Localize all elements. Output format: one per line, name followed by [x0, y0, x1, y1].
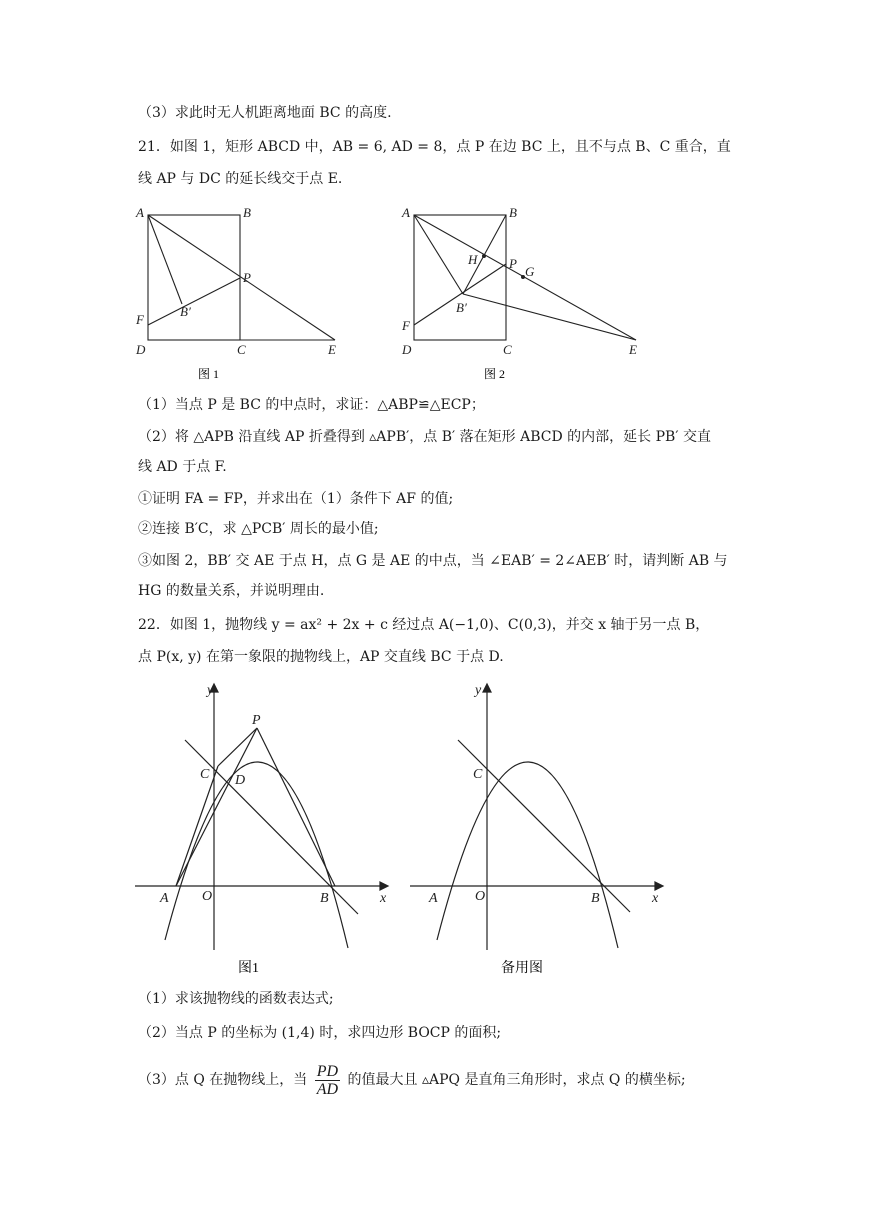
label-P: P — [252, 713, 261, 728]
figure-21-1 — [130, 200, 350, 390]
q22-part3-prefix: （3）点 Q 在抛物线上，当 — [138, 1072, 308, 1088]
figure-1-caption: 图 1 — [198, 367, 220, 381]
label-x: x — [380, 891, 387, 906]
q22-part3-suffix: 的值最大且 ▵APQ 是直角三角形时，求点 Q 的横坐标; — [347, 1072, 686, 1088]
figure-3-caption: 图1 — [238, 961, 259, 976]
label-D: D — [235, 773, 246, 788]
fraction-numerator: PD — [316, 1062, 339, 1080]
q21-part2-sub3-line2: HG 的数量关系，并说明理由. — [138, 583, 325, 599]
q21-part2-line2: 线 AD 于点 F. — [138, 459, 227, 475]
label-C: C — [473, 767, 483, 782]
q21-part2-sub3-line1: ③如图 2，BB′ 交 AE 于点 H，点 G 是 AE 的中点，当 ∠EAB′ = 2∠AEB′ 时，请判断 AB 与 — [138, 553, 728, 569]
q21-stem-line2: 线 AP 与 DC 的延长线交于点 E. — [138, 171, 343, 187]
fraction-denominator: AD — [316, 1080, 339, 1098]
label-A: A — [160, 891, 169, 906]
label-D: D — [402, 342, 412, 357]
figure-22-1 — [130, 680, 395, 980]
label-A: A — [402, 205, 410, 220]
figure-4-caption: 备用图 — [501, 961, 543, 976]
label-B: B — [320, 891, 329, 906]
label-D: D — [136, 342, 146, 357]
label-O: O — [475, 889, 486, 904]
label-A: A — [136, 205, 144, 220]
label-E: E — [629, 342, 637, 357]
label-C: C — [503, 342, 512, 357]
figure-21-2 — [396, 200, 656, 390]
label-P: P — [243, 270, 251, 285]
q21-part1: （1）当点 P 是 BC 的中点时，求证：△ABP≌△ECP； — [138, 397, 485, 413]
label-B: B — [509, 205, 517, 220]
label-C: C — [237, 342, 246, 357]
label-y: y — [207, 683, 214, 698]
label-y: y — [475, 683, 482, 698]
label-C: C — [200, 767, 210, 782]
label-O: O — [202, 889, 213, 904]
q22-part1: （1）求该抛物线的函数表达式; — [138, 991, 334, 1007]
q20-part3: （3）求此时无人机距离地面 BC 的高度. — [138, 105, 392, 121]
label-x: x — [652, 891, 659, 906]
label-Bp: B′ — [456, 300, 467, 315]
q21-part2-sub1: ①证明 FA = FP，并求出在（1）条件下 AF 的值; — [138, 491, 454, 507]
label-P: P — [509, 256, 517, 271]
q21-stem-line1: 21．如图 1，矩形 ABCD 中，AB = 6, AD = 8，点 P 在边 BC 上，且不与点 B、C 重合，直 — [138, 139, 731, 155]
figure-2-caption: 图 2 — [484, 367, 506, 381]
label-F: F — [402, 318, 410, 333]
fraction-pd-ad — [315, 1063, 340, 1098]
label-H: H — [468, 252, 478, 267]
label-B: B — [243, 205, 251, 220]
label-G: G — [525, 264, 535, 279]
label-A: A — [429, 891, 438, 906]
q21-part2-sub2: ②连接 B′C，求 △PCB′ 周长的最小值; — [138, 521, 379, 537]
figure-22-2 — [405, 680, 670, 980]
label-E: E — [328, 342, 336, 357]
q22-part3 — [138, 1060, 738, 1100]
label-B: B — [591, 891, 600, 906]
q22-part2: （2）当点 P 的坐标为 (1,4) 时，求四边形 BOCP 的面积; — [138, 1025, 502, 1041]
label-Bp: B′ — [180, 304, 191, 319]
q22-stem-line1: 22．如图 1，抛物线 y = ax² + 2x + c 经过点 A(−1,0)、C(0,3)，并交 x 轴于另一点 B， — [138, 617, 710, 633]
q22-stem-line2: 点 P(x, y) 在第一象限的抛物线上，AP 交直线 BC 于点 D. — [138, 649, 504, 665]
label-F: F — [136, 312, 144, 327]
q21-part2-line1: （2）将 △APB 沿直线 AP 折叠得到 ▵APB′，点 B′ 落在矩形 ABCD 的内部，延长 PB′ 交直 — [138, 429, 711, 445]
